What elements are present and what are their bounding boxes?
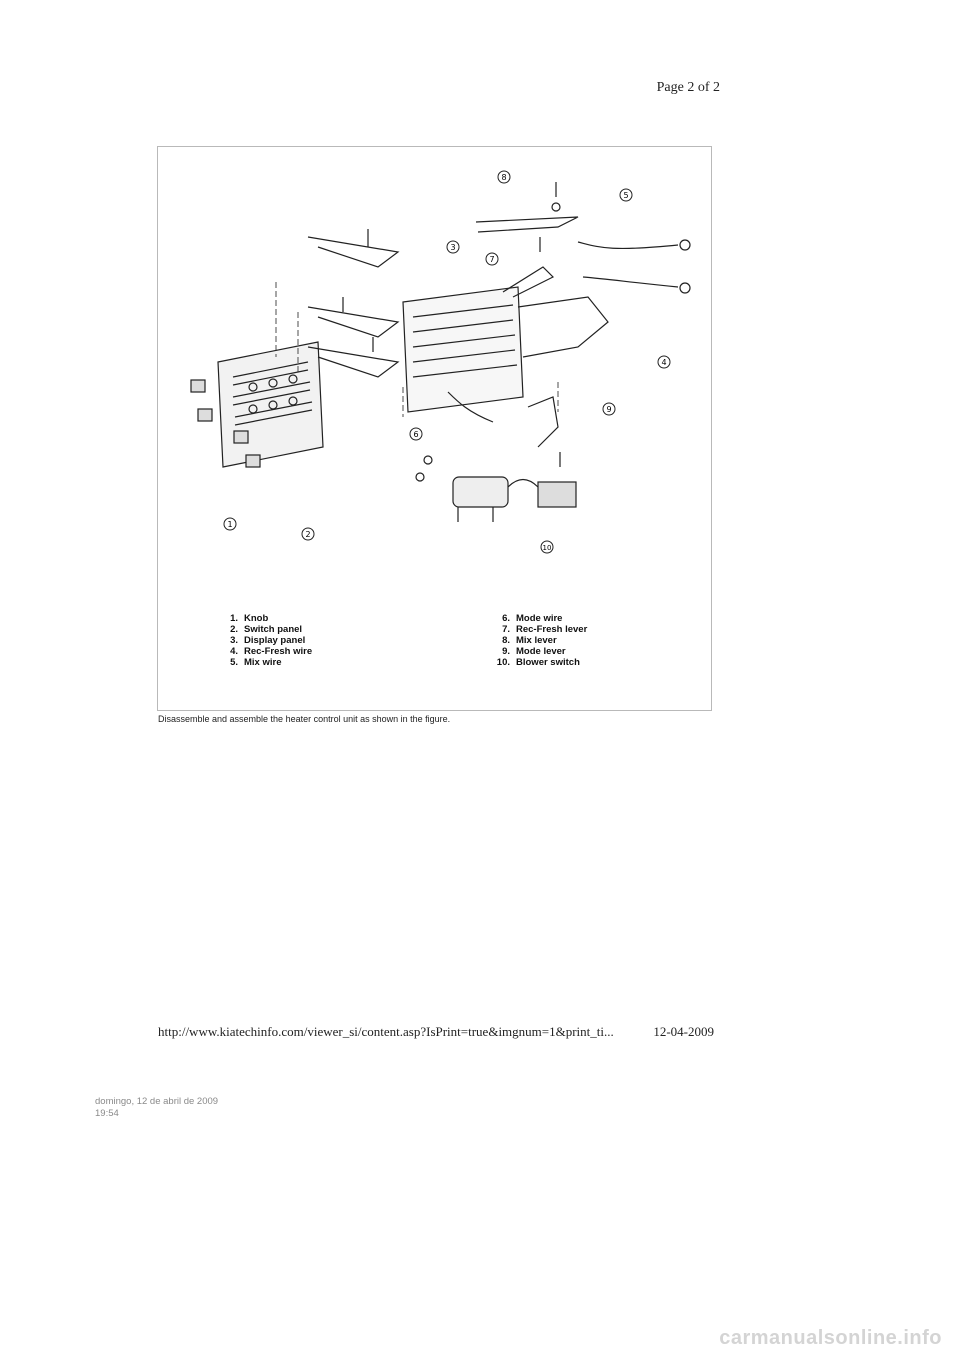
callout-8 (498, 171, 510, 183)
figure-caption: Disassemble and assemble the heater control unit as shown in the figure. (158, 714, 451, 724)
legend-number: 1. (230, 613, 238, 624)
callout-label: 7 (489, 255, 495, 264)
callout-2 (302, 528, 314, 540)
legend-label: Display panel (244, 635, 306, 646)
exploded-diagram (157, 146, 712, 711)
legend-item (222, 613, 312, 624)
callout-label: 5 (623, 191, 629, 200)
display-panel-drawing (403, 287, 608, 412)
callout-label: 1 (227, 520, 233, 529)
legend-number: 4. (230, 646, 238, 657)
legend-item (494, 613, 587, 624)
callout-5 (620, 189, 632, 201)
callout-label: 8 (501, 173, 507, 182)
legend-label: Rec-Fresh wire (244, 646, 313, 657)
callout-10 (541, 541, 553, 553)
slider-drawings (308, 229, 398, 377)
legend-item (494, 646, 587, 657)
legend-label: Rec-Fresh lever (516, 624, 588, 635)
callout-1 (224, 518, 236, 530)
callout-label: 2 (305, 530, 311, 539)
legend-item (222, 646, 312, 657)
legend-number: 10. (496, 657, 510, 668)
legend-label: Mix lever (516, 635, 557, 646)
callout-7 (486, 253, 498, 265)
note-time: 19:54 (95, 1108, 119, 1119)
legend-number: 7. (502, 624, 510, 635)
legend-right (494, 613, 587, 668)
note-timestamp (95, 1096, 218, 1120)
switch-panel-drawing (218, 342, 323, 467)
callout-label: 6 (413, 430, 419, 439)
legend-label: Blower switch (516, 657, 580, 668)
legend-label: Knob (244, 613, 269, 624)
footer-date: 12-04-2009 (653, 1024, 714, 1039)
blower-switch-drawing (416, 456, 576, 522)
legend-number: 6. (502, 613, 510, 624)
legend-number: 8. (502, 635, 510, 646)
legend-left (222, 613, 312, 668)
footer-url-link[interactable]: http://www.kiatechinfo.com/viewer_si/content.asp?IsPrint=true&imgnum=1&print_ti... (158, 1024, 614, 1039)
legend-label: Mode lever (516, 646, 566, 657)
callout-label: 4 (661, 358, 667, 367)
legend-label: Switch panel (244, 624, 303, 635)
legend-label: Mix wire (244, 657, 282, 668)
legend-number: 2. (230, 624, 238, 635)
legend-label: Mode wire (516, 613, 563, 624)
legend-item (222, 624, 312, 635)
callout-6 (410, 428, 422, 440)
callout-label: 9 (606, 405, 612, 414)
legend-number: 9. (502, 646, 510, 657)
callout-4 (658, 356, 670, 368)
callout-9 (603, 403, 615, 415)
legend-item (494, 657, 587, 668)
legend-number: 5. (230, 657, 238, 668)
legend-item (494, 635, 587, 646)
watermark-text: carmanualsonline.info (719, 1327, 942, 1349)
legend-item (222, 635, 312, 646)
legend-item (494, 624, 587, 635)
callout-3 (447, 241, 459, 253)
page-number: Page 2 of 2 (656, 80, 720, 95)
callout-label: 3 (450, 243, 456, 252)
legend-item (222, 657, 312, 668)
note-date: domingo, 12 de abril de 2009 (95, 1096, 219, 1107)
callout-label: 10 (542, 544, 552, 552)
legend-number: 3. (230, 635, 238, 646)
